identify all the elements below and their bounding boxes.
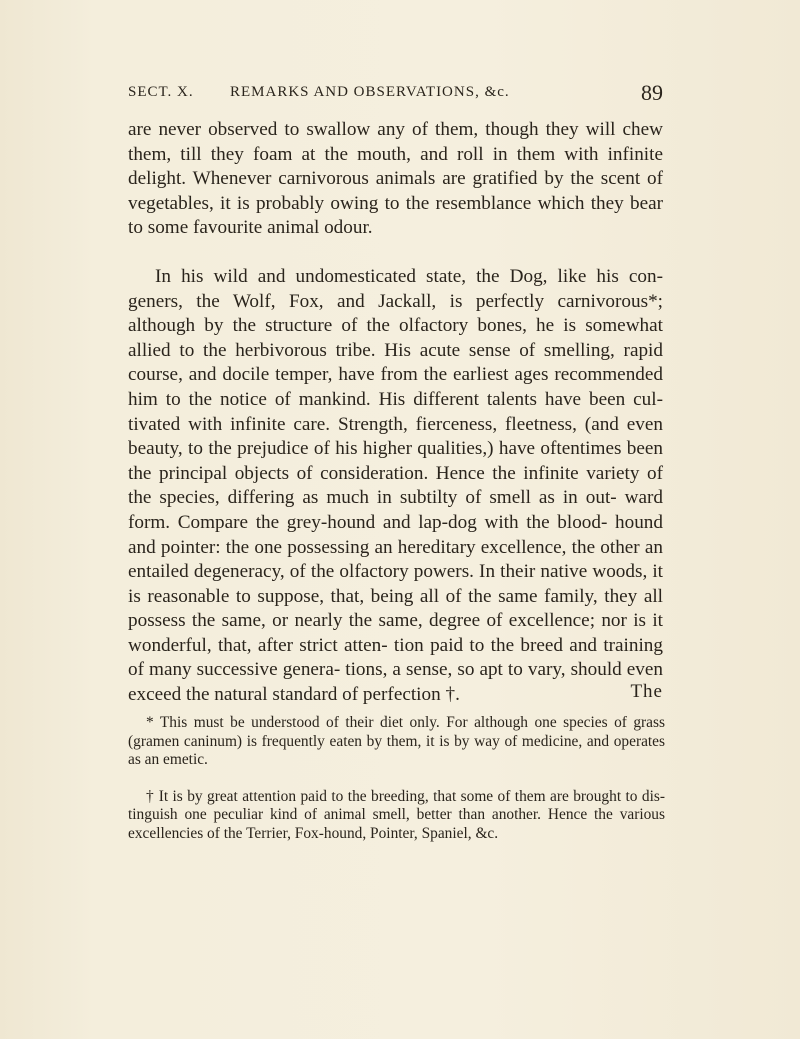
- body-text: [128, 118, 663, 708]
- page-number: 89: [641, 80, 663, 105]
- catchword: The: [630, 681, 663, 702]
- footnote-dagger: † It is by great attention paid to the breeding, that some of them are brought to dis- tinguish one peculiar kind of animal smell, better than another. Hence the various excellencies of the Terrier, Fox-hound, Pointer, Spaniel, &c.: [128, 787, 665, 842]
- footnotes: [128, 714, 665, 844]
- running-head: [128, 80, 663, 108]
- paragraph-dog: In his wild and undomesticated state, the Dog, like his con- geners, the Wolf, Fox, and Jackall, is perfectly carnivorous*; although by the structure of the olfactory bones, he is somewhat allied to the herbivorous tribe. His acute sense of smelling, rapid course, and docile temper, have from the earliest ages recommended him to the notice of mankind. His different talents have been cul- tivated with infinite care. Strength, fierceness, fleetness, (and even beauty, to the prejudice of his higher qualities,) have oftentimes been the principal objects of consideration. Hence the infinite variety of the species, differing as much in subtilty of smell as in out- ward form. Compare the grey-hound and lap-dog with the blood- hound and pointer: the one possessing an hereditary excellence, the other an entailed degeneracy, of the olfactory powers. In their native woods, it is reasonable to suppose, that, being all of the same family, they all possess the same, or nearly the same, degree of excellence; nor is it wonderful, that, after strict atten- tion paid to the breed and training of many successive genera- tions, a sense, so apt to vary, should even exceed the natural standard of perfection †.: [128, 265, 663, 706]
- section-label: SECT. X.: [128, 84, 194, 100]
- footnote-asterisk: * This must be understood of their diet only. For although one species of grass (gramen caninum) is frequently eaten by them, it is by way of medicine, and operates as an emetic.: [128, 714, 665, 769]
- running-title: REMARKS AND OBSERVATIONS, &c.: [230, 84, 510, 100]
- paragraph-continued: are never observed to swallow any of them, though they will chew them, till they foam at the mouth, and roll in them with infinite delight. Whenever carnivorous animals are gratified by the scent of vegetables, it is probably owing to the resemblance which they bear to some favourite animal odour.: [128, 119, 663, 239]
